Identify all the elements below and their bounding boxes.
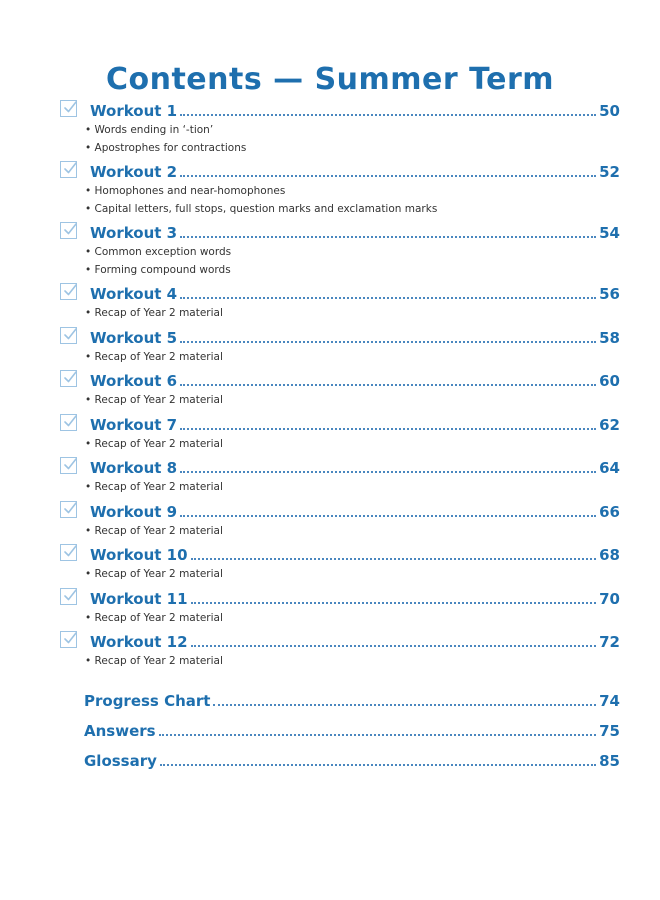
workout-heading-row bbox=[0, 323, 660, 349]
workout-entry bbox=[0, 584, 660, 628]
dot-leader bbox=[180, 114, 596, 116]
workout-heading-row bbox=[0, 157, 660, 183]
toc-line[interactable] bbox=[90, 584, 620, 610]
workout-heading-row bbox=[0, 540, 660, 566]
back-matter-row bbox=[0, 686, 660, 716]
dot-leader bbox=[213, 704, 596, 706]
topic-item: • Recap of Year 2 material bbox=[85, 568, 223, 580]
dot-leader bbox=[180, 297, 596, 299]
toc-line[interactable] bbox=[90, 218, 620, 244]
dot-leader bbox=[180, 341, 596, 343]
workout-entry bbox=[0, 453, 660, 497]
workout-entry bbox=[0, 157, 660, 218]
workout-entry bbox=[0, 279, 660, 323]
workout-heading-row bbox=[0, 453, 660, 479]
workout-title: Workout 6 bbox=[90, 372, 178, 390]
topic-list bbox=[0, 244, 660, 279]
workout-heading-row bbox=[0, 279, 660, 305]
toc-line[interactable] bbox=[90, 157, 620, 183]
back-matter-row bbox=[0, 746, 660, 776]
topic-item: • Recap of Year 2 material bbox=[85, 524, 223, 537]
page-number: 75 bbox=[599, 722, 620, 740]
checkbox-tick-icon[interactable] bbox=[60, 100, 77, 117]
workout-heading-row bbox=[0, 96, 660, 122]
topic-list bbox=[0, 523, 660, 541]
topic-list bbox=[0, 183, 660, 218]
back-matter-title: Glossary bbox=[84, 752, 157, 770]
checkbox-tick-icon[interactable] bbox=[60, 161, 77, 178]
dot-leader bbox=[191, 602, 597, 604]
workout-title: Workout 2 bbox=[90, 163, 178, 181]
toc-line[interactable] bbox=[84, 716, 620, 742]
topic-list bbox=[0, 305, 660, 323]
page-number: 50 bbox=[599, 102, 620, 120]
toc-line[interactable] bbox=[90, 279, 620, 305]
checkbox-tick-icon[interactable] bbox=[60, 414, 77, 431]
back-matter-title: Answers bbox=[84, 722, 156, 740]
dot-leader bbox=[180, 236, 596, 238]
dot-leader bbox=[160, 764, 596, 766]
topic-item: • Recap of Year 2 material bbox=[85, 350, 223, 363]
page-number: 54 bbox=[599, 224, 620, 242]
toc-line[interactable] bbox=[90, 366, 620, 392]
back-matter-row bbox=[0, 716, 660, 746]
topic-item: • Common exception words bbox=[85, 246, 232, 258]
topic-item: • Recap of Year 2 material bbox=[85, 611, 223, 624]
dot-leader bbox=[180, 471, 596, 473]
checkbox-tick-icon[interactable] bbox=[60, 501, 77, 518]
dot-leader bbox=[191, 558, 597, 560]
workout-entry bbox=[0, 218, 660, 279]
toc-line[interactable] bbox=[90, 96, 620, 122]
toc-line[interactable] bbox=[90, 323, 620, 349]
page-number: 74 bbox=[599, 692, 620, 710]
dot-leader bbox=[191, 645, 597, 647]
workout-list bbox=[0, 96, 660, 671]
workout-entry bbox=[0, 323, 660, 367]
back-matter-list bbox=[0, 686, 660, 776]
dot-leader bbox=[180, 384, 596, 386]
workout-heading-row bbox=[0, 218, 660, 244]
topic-list bbox=[0, 392, 660, 410]
workout-entry bbox=[0, 410, 660, 454]
topic-item: • Capital letters, full stops, question marks and exclamation marks bbox=[85, 202, 438, 215]
workout-entry bbox=[0, 627, 660, 671]
checkbox-tick-icon[interactable] bbox=[60, 544, 77, 561]
workout-heading-row bbox=[0, 366, 660, 392]
workout-title: Workout 1 bbox=[90, 102, 178, 120]
toc-line[interactable] bbox=[84, 686, 620, 712]
dot-leader bbox=[180, 428, 596, 430]
topic-list bbox=[0, 479, 660, 497]
topic-list bbox=[0, 610, 660, 628]
page-number: 62 bbox=[599, 415, 620, 434]
page-number: 85 bbox=[599, 752, 620, 770]
workout-title: Workout 9 bbox=[90, 502, 178, 521]
checkbox-tick-icon[interactable] bbox=[60, 588, 77, 605]
checkbox-tick-icon[interactable] bbox=[60, 457, 77, 474]
toc-line[interactable] bbox=[90, 627, 620, 653]
workout-title: Workout 8 bbox=[90, 459, 178, 477]
topic-list bbox=[0, 349, 660, 367]
topic-item: • Recap of Year 2 material bbox=[85, 394, 223, 406]
page-number: 56 bbox=[599, 285, 620, 303]
checkbox-tick-icon[interactable] bbox=[60, 283, 77, 300]
page-number: 52 bbox=[599, 163, 620, 181]
workout-title: Workout 12 bbox=[90, 633, 188, 651]
workout-title: Workout 3 bbox=[90, 224, 178, 242]
workout-heading-row bbox=[0, 584, 660, 610]
page-number: 70 bbox=[599, 589, 620, 608]
topic-item: • Recap of Year 2 material bbox=[85, 437, 223, 450]
page-title: Contents — Summer Term bbox=[105, 62, 555, 97]
page-number: 72 bbox=[599, 633, 620, 651]
toc-line[interactable] bbox=[90, 410, 620, 436]
workout-entry bbox=[0, 540, 660, 584]
workout-title: Workout 5 bbox=[90, 328, 178, 347]
page-number: 60 bbox=[599, 372, 620, 390]
back-matter-title: Progress Chart bbox=[84, 692, 211, 710]
page-number: 64 bbox=[599, 459, 620, 477]
workout-heading-row bbox=[0, 410, 660, 436]
workout-title: Workout 4 bbox=[90, 285, 178, 303]
checkbox-tick-icon[interactable] bbox=[60, 370, 77, 387]
dot-leader bbox=[180, 515, 596, 517]
topic-list bbox=[0, 566, 660, 584]
toc-line[interactable] bbox=[90, 497, 620, 523]
toc-line[interactable] bbox=[84, 746, 620, 772]
workout-heading-row bbox=[0, 497, 660, 523]
checkbox-tick-icon[interactable] bbox=[60, 631, 77, 648]
topic-item: • Recap of Year 2 material bbox=[85, 307, 223, 319]
topic-item: • Apostrophes for contractions bbox=[85, 141, 247, 154]
topic-item: • Recap of Year 2 material bbox=[85, 481, 223, 493]
workout-entry bbox=[0, 366, 660, 410]
checkbox-tick-icon[interactable] bbox=[60, 222, 77, 239]
topic-list bbox=[0, 653, 660, 671]
topic-item: • Forming compound words bbox=[85, 263, 231, 276]
page-number: 68 bbox=[599, 546, 620, 564]
workout-title: Workout 11 bbox=[90, 589, 188, 608]
workout-entry bbox=[0, 497, 660, 541]
dot-leader bbox=[180, 175, 596, 177]
topic-list bbox=[0, 436, 660, 454]
topic-item: • Recap of Year 2 material bbox=[85, 655, 223, 667]
topic-item: • Words ending in ‘-tion’ bbox=[85, 124, 214, 136]
workout-entry bbox=[0, 96, 660, 157]
page-number: 58 bbox=[599, 328, 620, 347]
dot-leader bbox=[159, 734, 597, 736]
topic-list bbox=[0, 122, 660, 157]
workout-title: Workout 10 bbox=[90, 546, 188, 564]
checkbox-tick-icon[interactable] bbox=[60, 327, 77, 344]
page-number: 66 bbox=[599, 502, 620, 521]
toc-line[interactable] bbox=[90, 453, 620, 479]
toc-line[interactable] bbox=[90, 540, 620, 566]
topic-item: • Homophones and near-homophones bbox=[85, 185, 286, 197]
workout-heading-row bbox=[0, 627, 660, 653]
workout-title: Workout 7 bbox=[90, 415, 178, 434]
